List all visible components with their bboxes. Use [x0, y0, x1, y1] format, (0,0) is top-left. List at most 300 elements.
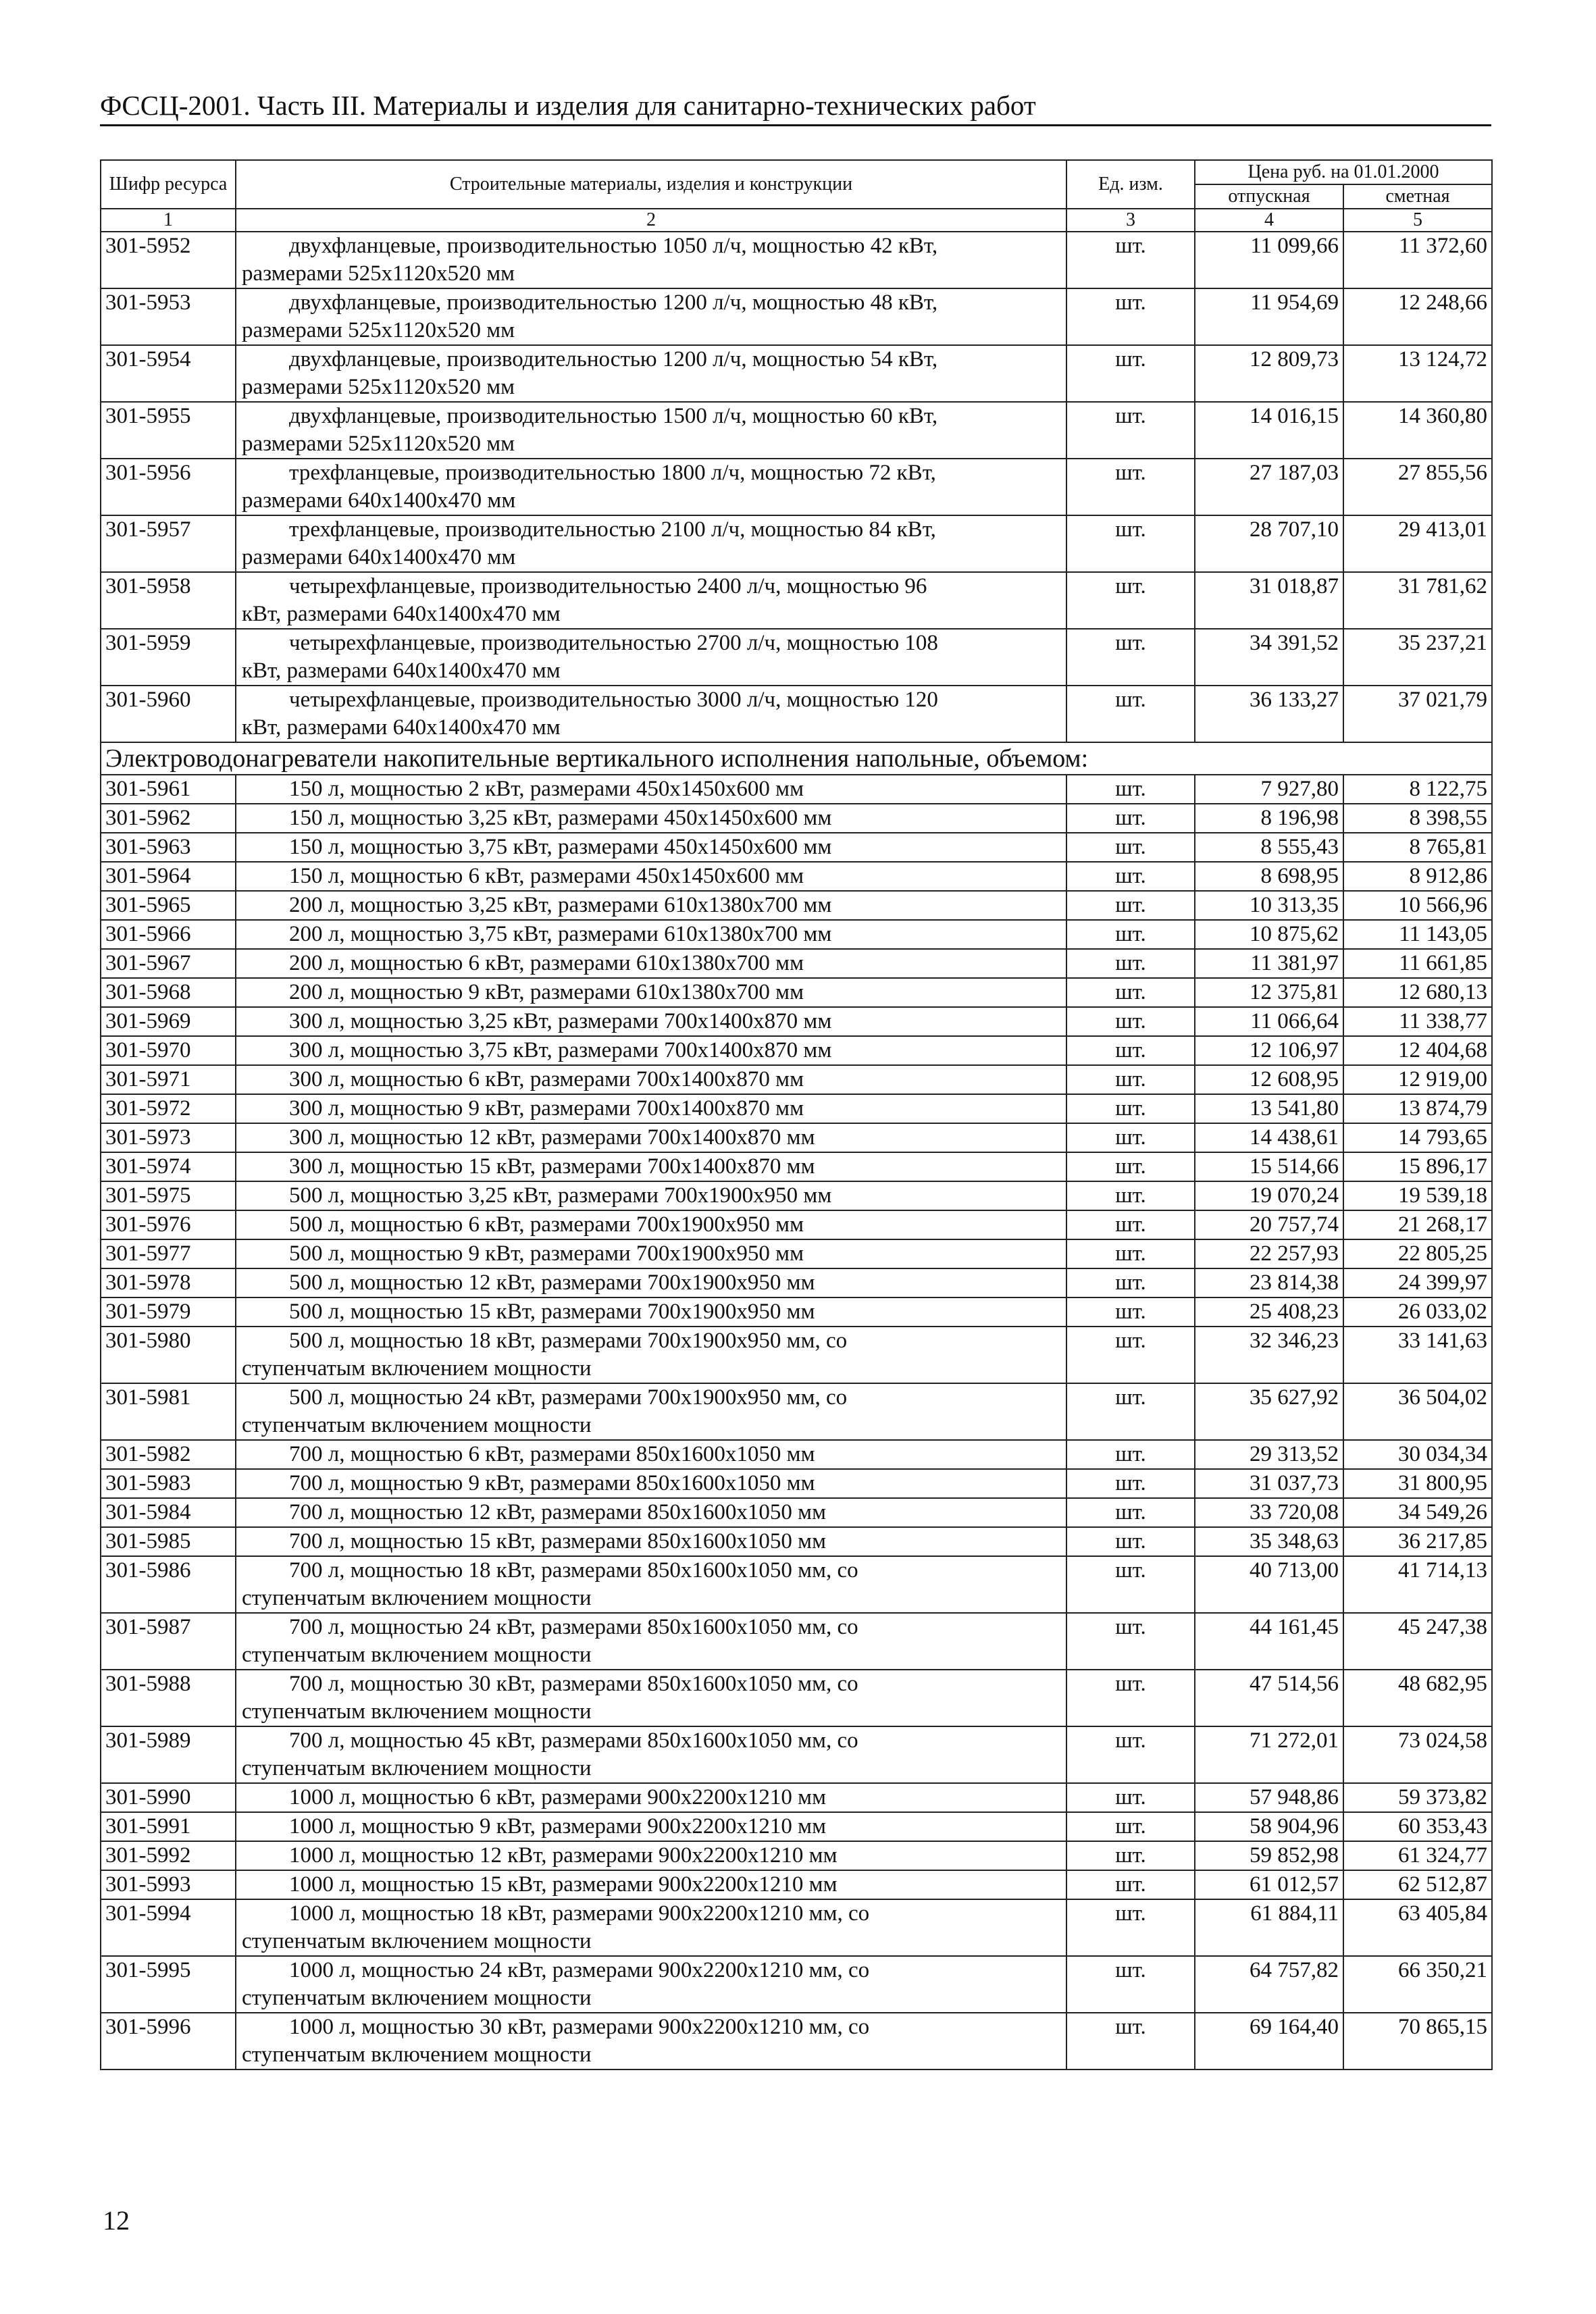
description-line: 200 л, мощностью 9 кВт, размерами 610х1380х700 мм	[289, 980, 804, 1004]
unit: шт.	[1066, 1899, 1195, 1956]
price-release: 27 187,03	[1195, 459, 1343, 515]
unit: шт.	[1066, 978, 1195, 1007]
table-row	[101, 1036, 1492, 1065]
description-line: 300 л, мощностью 3,75 кВт, размерами 700х1400х870 мм	[289, 1038, 832, 1062]
table-row	[101, 1181, 1492, 1210]
price-estimate: 41 714,13	[1343, 1556, 1492, 1613]
price-estimate: 8 765,81	[1343, 833, 1492, 862]
price-estimate: 11 338,77	[1343, 1007, 1492, 1036]
resource-code: 301-5986	[101, 1556, 236, 1613]
resource-code: 301-5991	[101, 1812, 236, 1841]
resource-code: 301-5960	[101, 686, 236, 742]
item-description	[236, 1297, 1066, 1327]
item-description	[236, 1870, 1066, 1899]
unit: шт.	[1066, 686, 1195, 742]
resource-code: 301-5993	[101, 1870, 236, 1899]
description-line: 700 л, мощностью 12 кВт, размерами 850х1600х1050 мм	[289, 1500, 826, 1524]
column-number: 2	[236, 209, 1066, 232]
unit: шт.	[1066, 862, 1195, 891]
item-description	[236, 1613, 1066, 1670]
resource-code: 301-5956	[101, 459, 236, 515]
description-line: 1000 л, мощностью 9 кВт, размерами 900х2200х1210 мм	[289, 1814, 826, 1839]
price-estimate: 12 919,00	[1343, 1065, 1492, 1094]
price-estimate: 66 350,21	[1343, 1956, 1492, 2013]
item-description	[236, 345, 1066, 402]
unit: шт.	[1066, 1670, 1195, 1726]
unit: шт.	[1066, 1956, 1195, 2013]
price-release: 23 814,38	[1195, 1268, 1343, 1297]
unit: шт.	[1066, 1613, 1195, 1670]
table-row	[101, 920, 1492, 949]
price-estimate: 31 800,95	[1343, 1469, 1492, 1498]
price-release: 59 852,98	[1195, 1841, 1343, 1870]
description-line: 1000 л, мощностью 18 кВт, размерами 900х2200х1210 мм, со	[289, 1901, 870, 1926]
item-description	[236, 1036, 1066, 1065]
price-table	[100, 159, 1493, 2070]
item-description	[236, 1498, 1066, 1527]
item-description	[236, 833, 1066, 862]
item-description	[236, 1527, 1066, 1556]
description-line: 500 л, мощностью 12 кВт, размерами 700х1900х950 мм	[289, 1270, 815, 1295]
table-row	[101, 1297, 1492, 1327]
unit: шт.	[1066, 1383, 1195, 1440]
price-release: 7 927,80	[1195, 775, 1343, 804]
item-description	[236, 1123, 1066, 1152]
description-line: 500 л, мощностью 15 кВт, размерами 700х1900х950 мм	[289, 1300, 815, 1324]
unit: шт.	[1066, 1094, 1195, 1123]
price-release: 58 904,96	[1195, 1812, 1343, 1841]
unit: шт.	[1066, 1268, 1195, 1297]
unit: шт.	[1066, 2013, 1195, 2069]
unit: шт.	[1066, 345, 1195, 402]
item-description	[236, 978, 1066, 1007]
price-release: 10 313,35	[1195, 891, 1343, 920]
price-estimate: 12 680,13	[1343, 978, 1492, 1007]
item-description	[236, 402, 1066, 459]
price-release: 33 720,08	[1195, 1498, 1343, 1527]
table-row	[101, 1210, 1492, 1239]
column-header-unit: Ед. изм.	[1066, 160, 1195, 209]
table-row	[101, 1239, 1492, 1268]
price-estimate: 45 247,38	[1343, 1613, 1492, 1670]
description-line: 200 л, мощностью 6 кВт, размерами 610х1380х700 мм	[289, 951, 804, 975]
item-description	[236, 1556, 1066, 1613]
unit: шт.	[1066, 1036, 1195, 1065]
table-row	[101, 1123, 1492, 1152]
price-release: 64 757,82	[1195, 1956, 1343, 2013]
price-release: 8 555,43	[1195, 833, 1343, 862]
table-row	[101, 1527, 1492, 1556]
price-estimate: 34 549,26	[1343, 1498, 1492, 1527]
item-description	[236, 949, 1066, 978]
table-row	[101, 1094, 1492, 1123]
price-release: 28 707,10	[1195, 515, 1343, 572]
description-line: 500 л, мощностью 24 кВт, размерами 700х1900х950 мм, со	[289, 1385, 848, 1410]
table-body-top	[101, 232, 1492, 742]
description-line: четырехфланцевые, производительностью 3000 л/ч, мощностью 120	[289, 688, 938, 712]
resource-code: 301-5966	[101, 920, 236, 949]
table-row	[101, 515, 1492, 572]
price-release: 14 438,61	[1195, 1123, 1343, 1152]
description-line: 1000 л, мощностью 12 кВт, размерами 900х2200х1210 мм	[289, 1843, 838, 1868]
item-description	[236, 459, 1066, 515]
unit: шт.	[1066, 1123, 1195, 1152]
description-line: четырехфланцевые, производительностью 2400 л/ч, мощностью 96	[289, 574, 927, 598]
description-line: размерами 525х1120х520 мм	[242, 261, 515, 286]
column-header-price-estimate: сметная	[1343, 184, 1492, 209]
description-line: ступенчатым включением мощности	[242, 1756, 592, 1780]
unit: шт.	[1066, 1210, 1195, 1239]
table-row	[101, 1899, 1492, 1956]
description-line: 700 л, мощностью 30 кВт, размерами 850х1600х1050 мм, со	[289, 1672, 858, 1696]
price-release: 11 954,69	[1195, 288, 1343, 345]
resource-code: 301-5977	[101, 1239, 236, 1268]
price-release: 36 133,27	[1195, 686, 1343, 742]
table-row	[101, 402, 1492, 459]
item-description	[236, 1783, 1066, 1812]
description-line: 500 л, мощностью 6 кВт, размерами 700х1900х950 мм	[289, 1212, 804, 1237]
item-description	[236, 1210, 1066, 1239]
unit: шт.	[1066, 629, 1195, 686]
price-release: 12 375,81	[1195, 978, 1343, 1007]
price-estimate: 19 539,18	[1343, 1181, 1492, 1210]
item-description	[236, 1726, 1066, 1783]
price-release: 12 809,73	[1195, 345, 1343, 402]
description-line: 300 л, мощностью 15 кВт, размерами 700х1400х870 мм	[289, 1154, 815, 1179]
item-description	[236, 515, 1066, 572]
resource-code: 301-5964	[101, 862, 236, 891]
price-estimate: 11 661,85	[1343, 949, 1492, 978]
description-line: 500 л, мощностью 3,25 кВт, размерами 700х1900х950 мм	[289, 1183, 832, 1208]
price-estimate: 62 512,87	[1343, 1870, 1492, 1899]
price-estimate: 27 855,56	[1343, 459, 1492, 515]
description-line: ступенчатым включением мощности	[242, 1699, 592, 1724]
resource-code: 301-5969	[101, 1007, 236, 1036]
price-estimate: 70 865,15	[1343, 2013, 1492, 2069]
description-line: размерами 640х1400х470 мм	[242, 545, 516, 569]
section-title-row	[101, 742, 1492, 775]
table-row	[101, 1268, 1492, 1297]
price-estimate: 48 682,95	[1343, 1670, 1492, 1726]
table-row	[101, 1670, 1492, 1726]
table-row	[101, 1812, 1492, 1841]
unit: шт.	[1066, 1527, 1195, 1556]
table-row	[101, 1383, 1492, 1440]
price-estimate: 26 033,02	[1343, 1297, 1492, 1327]
item-description	[236, 1152, 1066, 1181]
price-release: 34 391,52	[1195, 629, 1343, 686]
price-estimate: 36 504,02	[1343, 1383, 1492, 1440]
item-description	[236, 1956, 1066, 2013]
item-description	[236, 232, 1066, 288]
table-row	[101, 459, 1492, 515]
price-estimate: 13 874,79	[1343, 1094, 1492, 1123]
price-release: 71 272,01	[1195, 1726, 1343, 1783]
description-line: 300 л, мощностью 12 кВт, размерами 700х1400х870 мм	[289, 1125, 815, 1150]
table-row	[101, 1841, 1492, 1870]
table-row	[101, 1065, 1492, 1094]
unit: шт.	[1066, 833, 1195, 862]
description-line: 150 л, мощностью 3,75 кВт, размерами 450х1450х600 мм	[289, 835, 832, 859]
price-release: 61 884,11	[1195, 1899, 1343, 1956]
resource-code: 301-5958	[101, 572, 236, 629]
unit: шт.	[1066, 1297, 1195, 1327]
price-estimate: 29 413,01	[1343, 515, 1492, 572]
price-release: 61 012,57	[1195, 1870, 1343, 1899]
section-title: Электроводонагреватели накопительные вертикального исполнения напольные, объемом:	[101, 742, 1492, 775]
table-row	[101, 891, 1492, 920]
description-line: ступенчатым включением мощности	[242, 1986, 592, 2010]
description-line: 300 л, мощностью 3,25 кВт, размерами 700х1400х870 мм	[289, 1009, 832, 1033]
table-row	[101, 1956, 1492, 2013]
price-estimate: 10 566,96	[1343, 891, 1492, 920]
table-section	[101, 742, 1492, 775]
price-release: 57 948,86	[1195, 1783, 1343, 1812]
resource-code: 301-5995	[101, 1956, 236, 2013]
item-description	[236, 572, 1066, 629]
description-line: 700 л, мощностью 6 кВт, размерами 850х1600х1050 мм	[289, 1442, 815, 1466]
price-release: 11 066,64	[1195, 1007, 1343, 1036]
resource-code: 301-5962	[101, 804, 236, 833]
page-number: 12	[103, 2205, 130, 2236]
unit: шт.	[1066, 891, 1195, 920]
unit: шт.	[1066, 402, 1195, 459]
description-line: 1000 л, мощностью 15 кВт, размерами 900х2200х1210 мм	[289, 1872, 838, 1897]
description-line: ступенчатым включением мощности	[242, 1413, 592, 1437]
unit: шт.	[1066, 459, 1195, 515]
price-estimate: 73 024,58	[1343, 1726, 1492, 1783]
item-description	[236, 2013, 1066, 2069]
price-release: 35 348,63	[1195, 1527, 1343, 1556]
description-line: 150 л, мощностью 2 кВт, размерами 450х1450х600 мм	[289, 777, 804, 801]
unit: шт.	[1066, 920, 1195, 949]
price-estimate: 21 268,17	[1343, 1210, 1492, 1239]
price-estimate: 31 781,62	[1343, 572, 1492, 629]
price-estimate: 8 398,55	[1343, 804, 1492, 833]
description-line: ступенчатым включением мощности	[242, 1356, 592, 1381]
item-description	[236, 1812, 1066, 1841]
table-row	[101, 804, 1492, 833]
price-release: 69 164,40	[1195, 2013, 1343, 2069]
price-estimate: 33 141,63	[1343, 1327, 1492, 1383]
unit: шт.	[1066, 1440, 1195, 1469]
unit: шт.	[1066, 949, 1195, 978]
price-estimate: 11 372,60	[1343, 232, 1492, 288]
description-line: 300 л, мощностью 6 кВт, размерами 700х1400х870 мм	[289, 1067, 804, 1091]
item-description	[236, 1007, 1066, 1036]
price-estimate: 12 248,66	[1343, 288, 1492, 345]
table-row	[101, 978, 1492, 1007]
resource-code: 301-5992	[101, 1841, 236, 1870]
item-description	[236, 686, 1066, 742]
price-release: 25 408,23	[1195, 1297, 1343, 1327]
table-row	[101, 775, 1492, 804]
price-release: 10 875,62	[1195, 920, 1343, 949]
price-estimate: 60 353,43	[1343, 1812, 1492, 1841]
price-release: 47 514,56	[1195, 1670, 1343, 1726]
table-row	[101, 833, 1492, 862]
resource-code: 301-5968	[101, 978, 236, 1007]
unit: шт.	[1066, 515, 1195, 572]
table-row	[101, 1870, 1492, 1899]
item-description	[236, 1327, 1066, 1383]
unit: шт.	[1066, 1152, 1195, 1181]
unit: шт.	[1066, 1469, 1195, 1498]
price-release: 12 106,97	[1195, 1036, 1343, 1065]
resource-code: 301-5985	[101, 1527, 236, 1556]
resource-code: 301-5970	[101, 1036, 236, 1065]
description-line: 500 л, мощностью 18 кВт, размерами 700х1900х950 мм, со	[289, 1329, 848, 1353]
item-description	[236, 891, 1066, 920]
resource-code: 301-5955	[101, 402, 236, 459]
unit: шт.	[1066, 804, 1195, 833]
description-line: двухфланцевые, производительностью 1200 л/ч, мощностью 54 кВт,	[289, 347, 938, 371]
resource-code: 301-5973	[101, 1123, 236, 1152]
item-description	[236, 1670, 1066, 1726]
price-release: 20 757,74	[1195, 1210, 1343, 1239]
price-estimate: 12 404,68	[1343, 1036, 1492, 1065]
unit: шт.	[1066, 1812, 1195, 1841]
unit: шт.	[1066, 288, 1195, 345]
resource-code: 301-5989	[101, 1726, 236, 1783]
description-line: трехфланцевые, производительностью 1800 л/ч, мощностью 72 кВт,	[289, 461, 936, 485]
price-estimate: 36 217,85	[1343, 1527, 1492, 1556]
table-row	[101, 1726, 1492, 1783]
price-estimate: 63 405,84	[1343, 1899, 1492, 1956]
resource-code: 301-5954	[101, 345, 236, 402]
description-line: 1000 л, мощностью 24 кВт, размерами 900х2200х1210 мм, со	[289, 1958, 870, 1982]
price-release: 13 541,80	[1195, 1094, 1343, 1123]
description-line: размерами 525х1120х520 мм	[242, 432, 515, 456]
price-estimate: 14 793,65	[1343, 1123, 1492, 1152]
description-line: 700 л, мощностью 18 кВт, размерами 850х1600х1050 мм, со	[289, 1558, 858, 1583]
price-estimate: 59 373,82	[1343, 1783, 1492, 1812]
resource-code: 301-5971	[101, 1065, 236, 1094]
table-row	[101, 572, 1492, 629]
resource-code: 301-5996	[101, 2013, 236, 2069]
price-release: 44 161,45	[1195, 1613, 1343, 1670]
table-row	[101, 1783, 1492, 1812]
description-line: 200 л, мощностью 3,75 кВт, размерами 610х1380х700 мм	[289, 922, 832, 946]
description-line: кВт, размерами 640х1400х470 мм	[242, 715, 561, 740]
column-header-price-group: Цена руб. на 01.01.2000	[1195, 160, 1492, 184]
price-release: 32 346,23	[1195, 1327, 1343, 1383]
table-row	[101, 1613, 1492, 1670]
price-estimate: 24 399,97	[1343, 1268, 1492, 1297]
price-release: 31 018,87	[1195, 572, 1343, 629]
item-description	[236, 804, 1066, 833]
item-description	[236, 775, 1066, 804]
item-description	[236, 1239, 1066, 1268]
item-description	[236, 288, 1066, 345]
column-number: 5	[1343, 209, 1492, 232]
description-line: ступенчатым включением мощности	[242, 2042, 592, 2067]
table-row	[101, 232, 1492, 288]
price-release: 40 713,00	[1195, 1556, 1343, 1613]
description-line: кВт, размерами 640х1400х470 мм	[242, 602, 561, 626]
resource-code: 301-5974	[101, 1152, 236, 1181]
description-line: двухфланцевые, производительностью 1050 л/ч, мощностью 42 кВт,	[289, 234, 938, 258]
description-line: трехфланцевые, производительностью 2100 л/ч, мощностью 84 кВт,	[289, 517, 936, 542]
price-estimate: 8 912,86	[1343, 862, 1492, 891]
description-line: 200 л, мощностью 3,25 кВт, размерами 610х1380х700 мм	[289, 893, 832, 917]
unit: шт.	[1066, 1870, 1195, 1899]
table-row	[101, 1440, 1492, 1469]
price-estimate: 15 896,17	[1343, 1152, 1492, 1181]
description-line: 700 л, мощностью 9 кВт, размерами 850х1600х1050 мм	[289, 1471, 815, 1495]
price-release: 29 313,52	[1195, 1440, 1343, 1469]
description-line: кВт, размерами 640х1400х470 мм	[242, 659, 561, 683]
unit: шт.	[1066, 1007, 1195, 1036]
price-estimate: 30 034,34	[1343, 1440, 1492, 1469]
item-description	[236, 1181, 1066, 1210]
resource-code: 301-5994	[101, 1899, 236, 1956]
description-line: 300 л, мощностью 9 кВт, размерами 700х1400х870 мм	[289, 1096, 804, 1121]
table-row	[101, 1498, 1492, 1527]
column-header-name: Строительные материалы, изделия и конструкции	[236, 160, 1066, 209]
item-description	[236, 1440, 1066, 1469]
unit: шт.	[1066, 1726, 1195, 1783]
column-number: 1	[101, 209, 236, 232]
price-estimate: 8 122,75	[1343, 775, 1492, 804]
unit: шт.	[1066, 1556, 1195, 1613]
item-description	[236, 1094, 1066, 1123]
table-row	[101, 1469, 1492, 1498]
description-line: двухфланцевые, производительностью 1500 л/ч, мощностью 60 кВт,	[289, 404, 938, 428]
resource-code: 301-5982	[101, 1440, 236, 1469]
unit: шт.	[1066, 1181, 1195, 1210]
resource-code: 301-5967	[101, 949, 236, 978]
description-line: 1000 л, мощностью 6 кВт, размерами 900х2200х1210 мм	[289, 1785, 826, 1809]
resource-code: 301-5979	[101, 1297, 236, 1327]
table-row	[101, 686, 1492, 742]
unit: шт.	[1066, 1841, 1195, 1870]
description-line: 700 л, мощностью 15 кВт, размерами 850х1600х1050 мм	[289, 1529, 826, 1553]
price-release: 12 608,95	[1195, 1065, 1343, 1094]
description-line: ступенчатым включением мощности	[242, 1929, 592, 1953]
table-row	[101, 1152, 1492, 1181]
item-description	[236, 1469, 1066, 1498]
price-estimate: 22 805,25	[1343, 1239, 1492, 1268]
description-line: 1000 л, мощностью 30 кВт, размерами 900х2200х1210 мм, со	[289, 2015, 870, 2039]
item-description	[236, 1268, 1066, 1297]
price-estimate: 35 237,21	[1343, 629, 1492, 686]
table-row	[101, 949, 1492, 978]
column-header-code: Шифр ресурса	[101, 160, 236, 209]
description-line: 500 л, мощностью 9 кВт, размерами 700х1900х950 мм	[289, 1241, 804, 1266]
unit: шт.	[1066, 775, 1195, 804]
item-description	[236, 1841, 1066, 1870]
table-row	[101, 288, 1492, 345]
price-release: 8 196,98	[1195, 804, 1343, 833]
price-estimate: 61 324,77	[1343, 1841, 1492, 1870]
resource-code: 301-5963	[101, 833, 236, 862]
table-header-row	[101, 160, 1492, 184]
description-line: 150 л, мощностью 6 кВт, размерами 450х1450х600 мм	[289, 864, 804, 888]
price-release: 14 016,15	[1195, 402, 1343, 459]
price-release: 15 514,66	[1195, 1152, 1343, 1181]
table-row	[101, 345, 1492, 402]
price-estimate: 11 143,05	[1343, 920, 1492, 949]
unit: шт.	[1066, 1498, 1195, 1527]
table-row	[101, 2013, 1492, 2069]
resource-code: 301-5976	[101, 1210, 236, 1239]
description-line: 700 л, мощностью 24 кВт, размерами 850х1600х1050 мм, со	[289, 1615, 858, 1639]
price-release: 8 698,95	[1195, 862, 1343, 891]
unit: шт.	[1066, 1239, 1195, 1268]
page-header: ФССЦ-2001. Часть III. Материалы и изделия для санитарно-технических работ	[100, 89, 1491, 126]
unit: шт.	[1066, 572, 1195, 629]
